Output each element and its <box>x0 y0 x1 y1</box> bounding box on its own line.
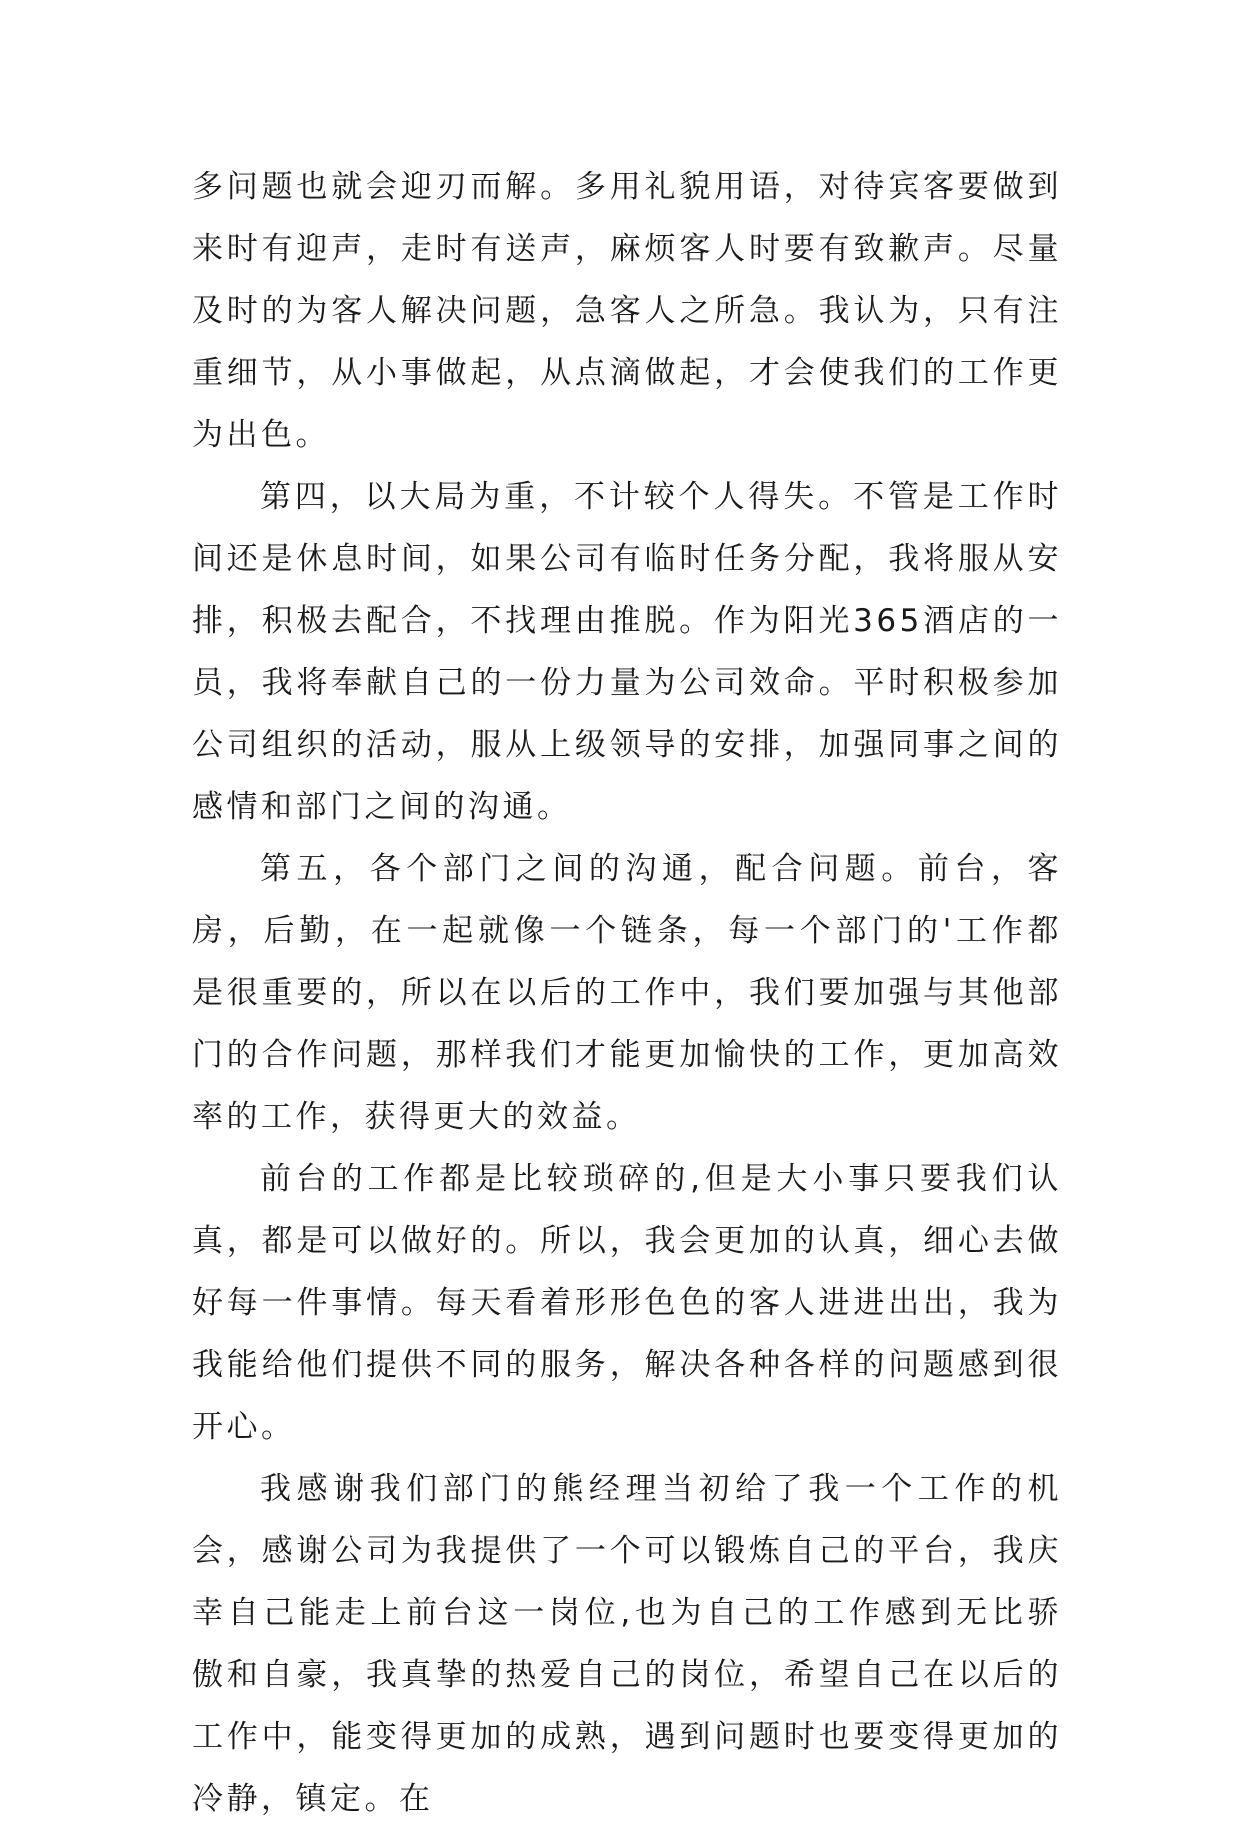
paragraph-point-five: 第五，各个部门之间的沟通，配合问题。前台，客房，后勤，在一起就像一个链条，每一个部门的'工作都是很重要的，所以在以后的工作中，我们要加强与其他部门的合作问题，那样我们才能更加愉快的工作，更加高效率的工作，获得更大的效益。 <box>192 851 1062 1135</box>
paragraph-front-desk-work: 前台的工作都是比较琐碎的,但是大小事只要我们认真，都是可以做好的。所以，我会更加的认真，细心去做好每一件事情。每天看着形形色色的客人进进出出，我为我能给他们提供不同的服务，解决各种各样的问题感到很开心。 <box>192 1161 1062 1445</box>
paragraph-point-four: 第四，以大局为重，不计较个人得失。不管是工作时间还是休息时间，如果公司有临时任务分配，我将服从安排，积极去配合，不找理由推脱。作为阳光365酒店的一员，我将奉献自己的一份力量为公司效命。平时积极参加公司组织的活动，服从上级领导的安排，加强同事之间的感情和部门之间的沟通。 <box>192 479 1062 825</box>
paragraph-continuation: 多问题也就会迎刃而解。多用礼貌用语，对待宾客要做到来时有迎声，走时有送声，麻烦客人时要有致歉声。尽量及时的为客人解决问题，急客人之所急。我认为，只有注重细节，从小事做起，从点滴做起，才会使我们的工作更为出色。 <box>192 169 1062 453</box>
paragraph-gratitude: 我感谢我们部门的熊经理当初给了我一个工作的机会，感谢公司为我提供了一个可以锻炼自己的平台，我庆幸自己能走上前台这一岗位,也为自己的工作感到无比骄傲和自豪，我真挚的热爱自己的岗位，希望自己在以后的工作中，能变得更加的成熟，遇到问题时也要变得更加的冷静，镇定。在 <box>192 1471 1062 1817</box>
document-body <box>192 156 1062 1830</box>
